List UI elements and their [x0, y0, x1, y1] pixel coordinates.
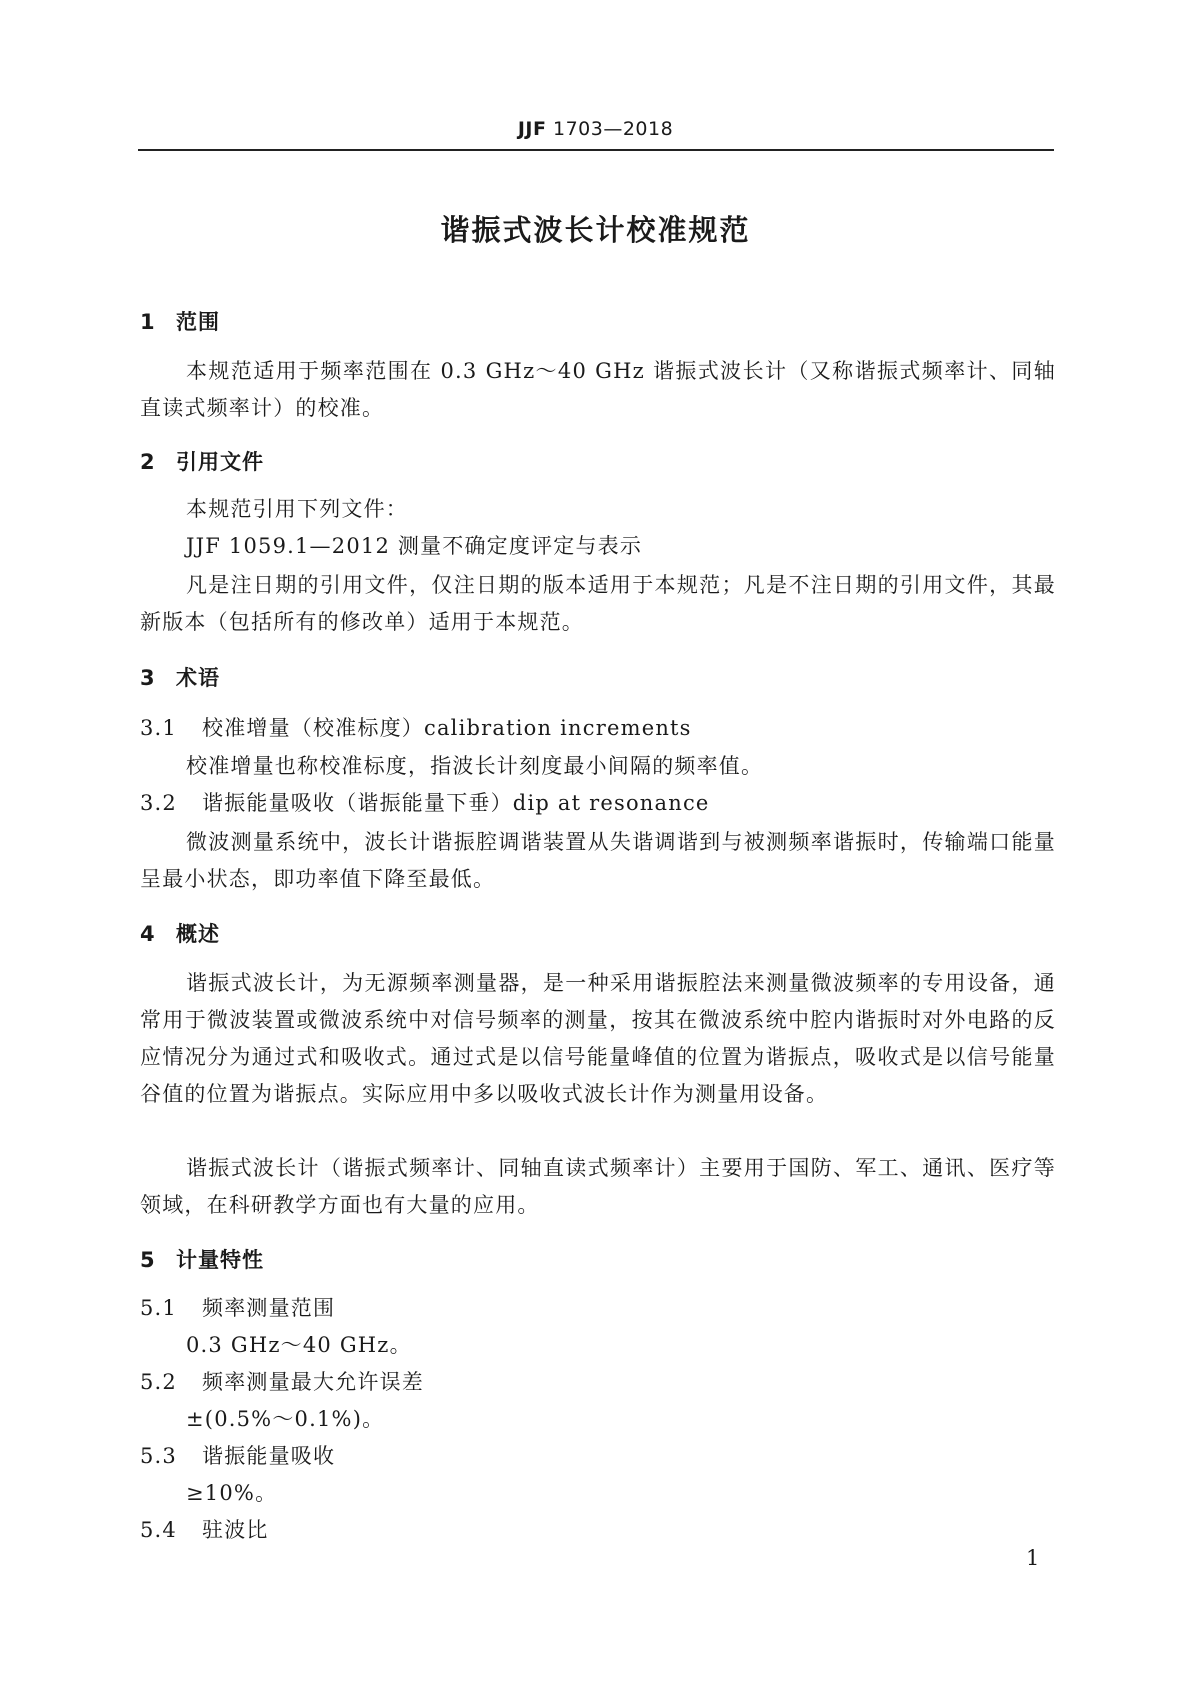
section-3-heading: 3 术语	[140, 666, 220, 690]
section-2-intro: 本规范引用下列文件：	[186, 497, 408, 521]
item-5-1-value: 0.3 GHz～40 GHz。	[186, 1333, 412, 1357]
section-1-paragraph: 本规范适用于频率范围在 0.3 GHz～40 GHz 谐振式波长计（又称谐振式频率计、同轴直读式频率计）的校准。	[140, 359, 1056, 420]
page-number: 1	[1026, 1546, 1040, 1570]
header-rule	[138, 149, 1054, 151]
term-3-1: 3.1 校准增量（校准标度）calibration increments	[140, 716, 692, 740]
section-2-heading: 2 引用文件	[140, 450, 264, 474]
document-title: 谐振式波长计校准规范	[440, 213, 751, 247]
referenced-document: JJF 1059.1—2012 测量不确定度评定与表示	[186, 534, 643, 558]
item-5-4: 5.4 驻波比	[140, 1518, 269, 1542]
section-2-paragraph: 凡是注日期的引用文件，仅注日期的版本适用于本规范；凡是不注日期的引用文件，其最新版本（包括所有的修改单）适用于本规范。	[140, 573, 1056, 634]
term-3-2: 3.2 谐振能量吸收（谐振能量下垂）dip at resonance	[140, 791, 710, 815]
document-code: JJF 1703—2018	[517, 118, 674, 140]
section-4-heading: 4 概述	[140, 922, 220, 946]
section-5-heading: 5 计量特性	[140, 1248, 264, 1272]
section-4-paragraph-1: 谐振式波长计，为无源频率测量器，是一种采用谐振腔法来测量微波频率的专用设备，通常用于微波装置或微波系统中对信号频率的测量，按其在微波系统中腔内谐振时对外电路的反应情况分为通过式和吸收式。通过式是以信号能量峰值的位置为谐振点，吸收式是以信号能量谷值的位置为谐振点。实际应用中多以吸收式波长计作为测量用设备。	[140, 971, 1056, 1106]
item-5-3: 5.3 谐振能量吸收	[140, 1444, 336, 1468]
item-5-2-value: ±(0.5%～0.1%)。	[186, 1407, 385, 1431]
term-3-1-definition: 校准增量也称校准标度，指波长计刻度最小间隔的频率值。	[186, 754, 764, 778]
section-1-heading: 1 范围	[140, 310, 220, 334]
item-5-2: 5.2 频率测量最大允许误差	[140, 1370, 424, 1394]
section-4-paragraph-2: 谐振式波长计（谐振式频率计、同轴直读式频率计）主要用于国防、军工、通讯、医疗等领域，在科研教学方面也有大量的应用。	[140, 1156, 1056, 1217]
item-5-1: 5.1 频率测量范围	[140, 1296, 336, 1320]
item-5-3-value: ≥10%。	[186, 1481, 278, 1505]
term-3-2-definition: 微波测量系统中，波长计谐振腔调谐装置从失谐调谐到与被测频率谐振时，传输端口能量呈最小状态，即功率值下降至最低。	[140, 830, 1056, 891]
